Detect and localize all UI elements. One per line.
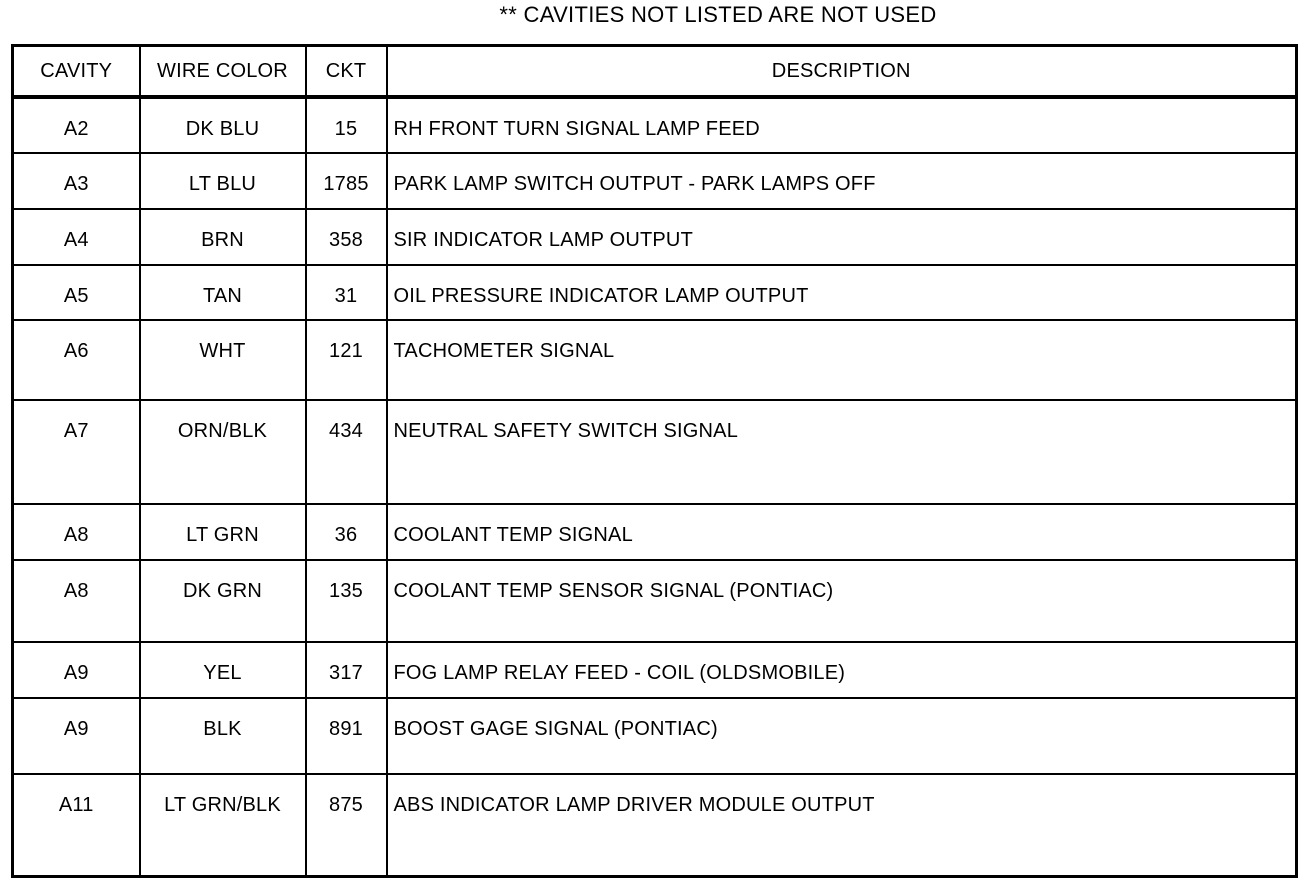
cell-description: SIR INDICATOR LAMP OUTPUT [387, 209, 1297, 265]
cell-cavity: A9 [13, 698, 140, 774]
header-description: DESCRIPTION [387, 46, 1297, 98]
cell-wire-color: LT GRN/BLK [140, 774, 306, 876]
cell-ckt: 891 [306, 698, 387, 774]
cell-wire-color: ORN/BLK [140, 400, 306, 504]
not-used-note: ** CAVITIES NOT LISTED ARE NOT USED [499, 2, 937, 27]
table-row [13, 560, 1297, 642]
cell-wire-color: TAN [140, 265, 306, 320]
cell-wire-color: BRN [140, 209, 306, 265]
cell-cavity: A4 [13, 209, 140, 265]
table-row [13, 153, 1297, 209]
cell-wire-color: YEL [140, 642, 306, 698]
header-wire-color: WIRE COLOR [140, 46, 306, 98]
cell-cavity: A5 [13, 265, 140, 320]
cell-ckt: 434 [306, 400, 387, 504]
table-row [13, 320, 1297, 400]
table-row [13, 774, 1297, 876]
cavity-table [11, 44, 1298, 878]
cell-description: BOOST GAGE SIGNAL (PONTIAC) [387, 698, 1297, 774]
cell-wire-color: DK GRN [140, 560, 306, 642]
cell-description: TACHOMETER SIGNAL [387, 320, 1297, 400]
header-cavity: CAVITY [13, 46, 140, 98]
cell-ckt: 15 [306, 97, 387, 153]
cell-ckt: 875 [306, 774, 387, 876]
cell-description: ABS INDICATOR LAMP DRIVER MODULE OUTPUT [387, 774, 1297, 876]
cell-wire-color: LT GRN [140, 504, 306, 560]
cell-wire-color: BLK [140, 698, 306, 774]
table-row [13, 642, 1297, 698]
cell-description: NEUTRAL SAFETY SWITCH SIGNAL [387, 400, 1297, 504]
table-row [13, 265, 1297, 320]
cell-ckt: 135 [306, 560, 387, 642]
cell-description: COOLANT TEMP SIGNAL [387, 504, 1297, 560]
table-row [13, 209, 1297, 265]
cell-description: FOG LAMP RELAY FEED - COIL (OLDSMOBILE) [387, 642, 1297, 698]
cell-cavity: A7 [13, 400, 140, 504]
cell-ckt: 36 [306, 504, 387, 560]
cell-ckt: 358 [306, 209, 387, 265]
cell-cavity: A9 [13, 642, 140, 698]
cell-ckt: 1785 [306, 153, 387, 209]
cell-cavity: A3 [13, 153, 140, 209]
cell-wire-color: WHT [140, 320, 306, 400]
header-row [13, 46, 1297, 98]
cell-description: RH FRONT TURN SIGNAL LAMP FEED [387, 97, 1297, 153]
table-row [13, 698, 1297, 774]
cell-ckt: 317 [306, 642, 387, 698]
cell-wire-color: LT BLU [140, 153, 306, 209]
cell-cavity: A2 [13, 97, 140, 153]
cell-ckt: 121 [306, 320, 387, 400]
cell-description: COOLANT TEMP SENSOR SIGNAL (PONTIAC) [387, 560, 1297, 642]
cell-cavity: A6 [13, 320, 140, 400]
cell-description: PARK LAMP SWITCH OUTPUT - PARK LAMPS OFF [387, 153, 1297, 209]
cell-ckt: 31 [306, 265, 387, 320]
cell-cavity: A11 [13, 774, 140, 876]
header-ckt: CKT [306, 46, 387, 98]
cell-cavity: A8 [13, 504, 140, 560]
cell-wire-color: DK BLU [140, 97, 306, 153]
table-row [13, 504, 1297, 560]
table-row [13, 400, 1297, 504]
cell-cavity: A8 [13, 560, 140, 642]
table-row [13, 97, 1297, 153]
cell-description: OIL PRESSURE INDICATOR LAMP OUTPUT [387, 265, 1297, 320]
